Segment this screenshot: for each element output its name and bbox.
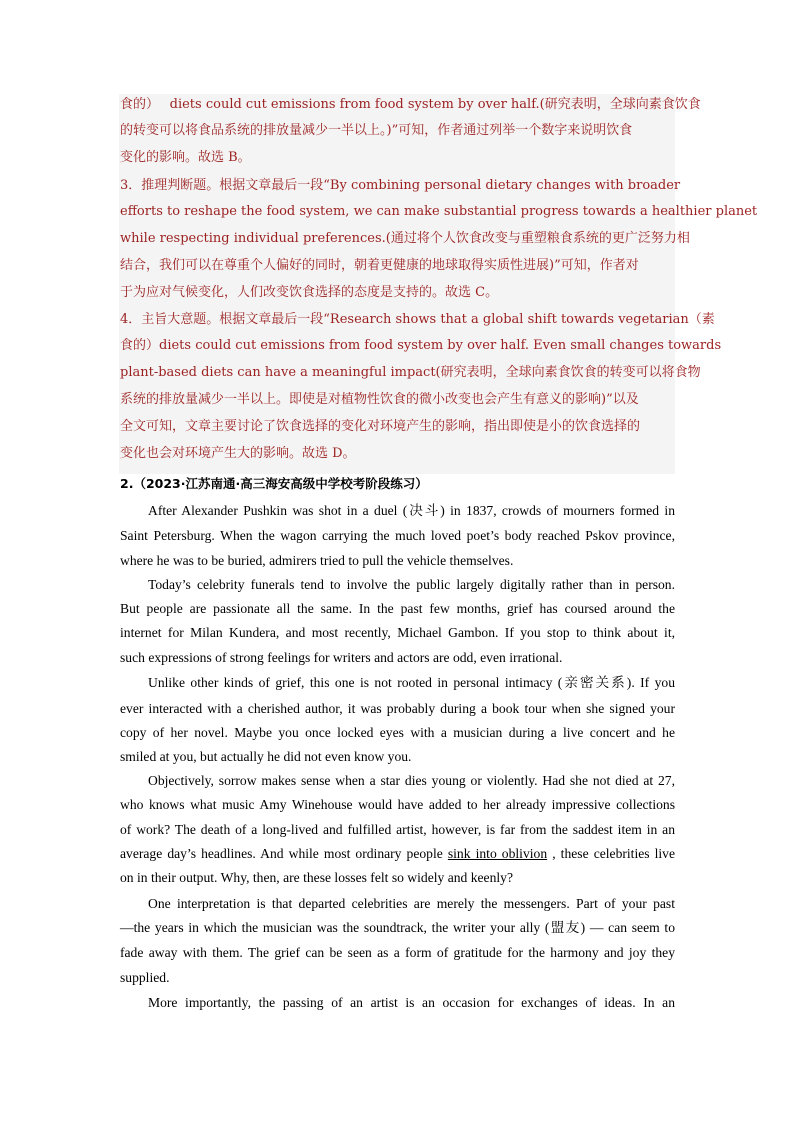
answer-line: while respecting individual preferences.(通过将个人饮食改变与重塑粮食系统的更广泛努力相: [120, 231, 690, 246]
passage-line: After Alexander Pushkin was shot in a duel (决斗) in 1837, crowds of mourners formed in: [148, 503, 675, 518]
passage-line: copy of her novel. Maybe you once locked eyes with a musician during a live concert and he: [120, 725, 675, 740]
passage-line: smiled at you, but actually he did not even know you.: [120, 749, 412, 764]
question-heading: 2.（2023·江苏南通·高三海安高级中学校考阶段练习）: [120, 476, 428, 491]
answer-line: 3．推理判断题。根据文章最后一段“By combining personal dietary changes with broader: [120, 178, 681, 193]
underlined-phrase: sink into oblivion: [447, 846, 548, 861]
passage-line: who knows what music Amy Winehouse would have added to her already impressive collections: [120, 797, 675, 812]
answer-line: 系统的排放量减少一半以上。即使是对植物性饮食的微小改变也会产生有意义的影响)”以及: [120, 392, 639, 407]
answer-line: 结合，我们可以在尊重个人偏好的同时，朝着更健康的地球取得实质性进展)”可知，作者对: [120, 258, 639, 273]
passage-line: Objectively, sorrow makes sense when a star dies young or violently. Had she not died at 27,: [148, 773, 675, 788]
passage-line: Unlike other kinds of grief, this one is not rooted in personal intimacy (亲密关系). If you: [148, 675, 675, 690]
passage-line: One interpretation is that departed celebrities are merely the messengers. Part of your past: [148, 896, 675, 911]
answer-line: plant-based diets can have a meaningful impact(研究表明，全球向素食饮食的转变可以将食物: [120, 365, 701, 380]
passage-text: , these celebrities live: [547, 846, 675, 861]
passage-line: of work? The death of a long-lived and fulfilled artist, however, is far from the saddest item in an: [120, 822, 675, 837]
answer-line: 变化也会对环境产生大的影响。故选 D。: [120, 446, 356, 461]
answer-line: 食的） diets could cut emissions from food system by over half.(研究表明，全球向素食饮食: [120, 97, 701, 112]
passage-line: fade away with them. The grief can be seen as a form of gratitude for the harmony and joy they: [120, 945, 675, 960]
passage-line: —the years in which the musician was the soundtrack, the writer your ally (盟友) — can seem to: [120, 920, 675, 935]
passage-line: Today’s celebrity funerals tend to involve the public largely digitally rather than in person.: [148, 577, 675, 592]
passage-line: [120, 842, 675, 866]
answer-line: 全文可知，文章主要讨论了饮食选择的变化对环境产生的影响，指出即使是小的饮食选择的: [120, 419, 641, 434]
passage-line: supplied.: [120, 970, 170, 985]
passage-line: on in their output. Why, then, are these losses felt so widely and keenly?: [120, 870, 513, 885]
passage-line: where he was to be buried, admirers tried to pull the vehicle themselves.: [120, 553, 514, 568]
passage-line: Saint Petersburg. When the wagon carrying the much loved poet’s body reached Pskov province,: [120, 528, 675, 543]
answer-line: 变化的影响。故选 B。: [120, 150, 251, 165]
answer-line: 食的）diets could cut emissions from food system by over half. Even small changes towards: [120, 338, 722, 353]
passage-line: But people are passionate all the same. In the past few months, grief has coursed around the: [120, 601, 675, 616]
passage-line: internet for Milan Kundera, and most recently, Michael Gambon. If you stop to think about it,: [120, 625, 675, 640]
answer-line: 于为应对气候变化，人们改变饮食选择的态度是支持的。故选 C。: [120, 285, 499, 300]
passage-line: More importantly, the passing of an artist is an occasion for exchanges of ideas. In an: [148, 995, 675, 1010]
answer-line: 的转变可以将食品系统的排放量减少一半以上。)”可知，作者通过列举一个数字来说明饮食: [120, 123, 633, 138]
passage-line: ever interacted with a cherished author, it was probably during a book tour when she signed your: [120, 701, 675, 716]
answer-line: 4．主旨大意题。根据文章最后一段“Research shows that a global shift towards vegetarian（素: [120, 312, 715, 327]
answer-line: efforts to reshape the food system, we can make substantial progress towards a healthier planet: [120, 204, 758, 219]
passage-line: such expressions of strong feelings for writers and actors are odd, even irrational.: [120, 650, 563, 665]
passage-text: average day’s headlines. And while most ordinary people: [120, 846, 448, 861]
